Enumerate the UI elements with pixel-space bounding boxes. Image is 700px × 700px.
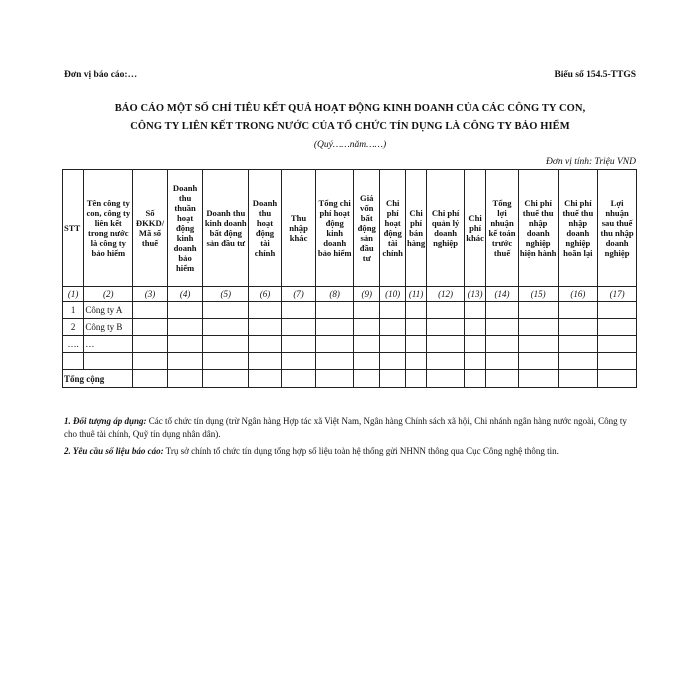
col-header-insurance-revenue: Doanh thu thuần hoạt động kinh doanh bảo hiểm	[167, 170, 203, 287]
col-number: (3)	[133, 287, 168, 302]
note-2-label: 2. Yêu cầu số liệu báo cáo:	[64, 446, 164, 456]
col-number: (14)	[486, 287, 519, 302]
table-cell	[249, 353, 282, 370]
currency-unit: Đơn vị tính: Triệu VND	[545, 157, 636, 167]
table-cell	[167, 319, 203, 336]
table-cell	[427, 319, 465, 336]
table-cell	[203, 353, 249, 370]
col-number: (12)	[427, 287, 465, 302]
table-cell	[354, 319, 380, 336]
table-cell	[598, 319, 637, 336]
table-cell	[464, 370, 485, 388]
table-cell	[316, 302, 354, 319]
table-cell	[405, 353, 426, 370]
table-cell	[354, 302, 380, 319]
table-cell	[249, 336, 282, 353]
table-cell	[167, 370, 203, 388]
table-cell	[518, 319, 558, 336]
note-data-requirements	[64, 445, 637, 458]
table-cell	[405, 319, 426, 336]
col-header-profit-before-tax: Tổng lợi nhuận kế toán trước thuế	[486, 170, 519, 287]
row-stt	[63, 353, 84, 370]
table-cell	[598, 336, 637, 353]
table-cell	[167, 336, 203, 353]
col-number: (16)	[558, 287, 598, 302]
col-header-profit-after-tax: Lợi nhuận sau thuế thu nhập doanh nghiệp	[598, 170, 637, 287]
row-company-name: Công ty B	[84, 319, 133, 336]
table-cell	[598, 370, 637, 388]
table-cell	[558, 370, 598, 388]
table-cell	[518, 370, 558, 388]
header-row	[63, 170, 637, 287]
table-cell	[405, 302, 426, 319]
table-cell	[464, 336, 485, 353]
col-header-other-costs: Chi phí khác	[464, 170, 485, 287]
note-1-text: Các tổ chức tín dụng (trừ Ngân hàng Hợp tác xã Việt Nam, Ngân hàng Chính sách xã hội, Chi nhánh ngân hàng nước ngoài, Công ty cho thuê tài chính, Quỹ tín dụng nhân dân).	[64, 416, 627, 439]
table-cell	[281, 336, 316, 353]
col-header-registration-tax-code: Số ĐKKD/ Mã số thuế	[133, 170, 168, 287]
col-number: (9)	[354, 287, 380, 302]
table-cell	[598, 353, 637, 370]
table-cell	[380, 336, 405, 353]
table-cell	[558, 302, 598, 319]
col-number: (4)	[167, 287, 203, 302]
table-cell	[203, 319, 249, 336]
reporting-unit-label: Đơn vị báo cáo:…	[64, 70, 138, 80]
row-stt: 2	[63, 319, 84, 336]
total-row	[63, 370, 637, 388]
table-cell	[380, 302, 405, 319]
table-cell	[133, 353, 168, 370]
table-cell	[249, 370, 282, 388]
col-header-financial-costs: Chi phí hoạt động tài chính	[380, 170, 405, 287]
table-cell	[558, 319, 598, 336]
col-header-other-income: Thu nhập khác	[281, 170, 316, 287]
col-header-admin-costs: Chi phí quản lý doanh nghiệp	[427, 170, 465, 287]
table-cell	[427, 336, 465, 353]
table-cell	[249, 302, 282, 319]
table-row	[63, 319, 637, 336]
col-header-deferred-tax: Chi phí thuế thu nhập doanh nghiệp hoãn lại	[558, 170, 598, 287]
table-cell	[380, 319, 405, 336]
table-cell	[464, 319, 485, 336]
table-cell	[281, 302, 316, 319]
col-number: (5)	[203, 287, 249, 302]
table-cell	[203, 336, 249, 353]
table-cell	[558, 353, 598, 370]
table-cell	[354, 370, 380, 388]
table-cell	[427, 302, 465, 319]
table-cell	[405, 370, 426, 388]
table-row	[63, 302, 637, 319]
table-row	[63, 353, 637, 370]
table-row	[63, 336, 637, 353]
note-applicable-subjects	[64, 415, 637, 440]
table-cell	[281, 353, 316, 370]
table-cell	[380, 353, 405, 370]
table-cell	[133, 302, 168, 319]
table-cell	[598, 302, 637, 319]
table-cell	[427, 370, 465, 388]
col-header-real-estate-cost: Giá vốn bất động sản đầu tư	[354, 170, 380, 287]
col-header-current-tax: Chi phí thuế thu nhập doanh nghiệp hiện hành	[518, 170, 558, 287]
table-cell	[405, 336, 426, 353]
table-cell	[354, 336, 380, 353]
col-header-real-estate-revenue: Doanh thu kinh doanh bất động sản đầu tư	[203, 170, 249, 287]
table-cell	[486, 319, 519, 336]
table-cell	[486, 302, 519, 319]
col-number: (10)	[380, 287, 405, 302]
table-cell	[316, 353, 354, 370]
table-cell	[133, 336, 168, 353]
table-cell	[281, 370, 316, 388]
col-number: (6)	[249, 287, 282, 302]
table-cell	[203, 302, 249, 319]
table-cell	[167, 302, 203, 319]
row-company-name: …	[84, 336, 133, 353]
col-number: (8)	[316, 287, 354, 302]
total-label: Tổng cộng	[63, 370, 133, 388]
table-cell	[167, 353, 203, 370]
col-header-selling-costs: Chi phí bán hàng	[405, 170, 426, 287]
col-header-stt: STT	[63, 170, 84, 287]
col-number: (13)	[464, 287, 485, 302]
table-cell	[427, 353, 465, 370]
col-header-financial-revenue: Doanh thu hoạt động tài chính	[249, 170, 282, 287]
table-cell	[518, 302, 558, 319]
table-cell	[464, 302, 485, 319]
table-cell	[486, 336, 519, 353]
table-cell	[486, 353, 519, 370]
col-number: (17)	[598, 287, 637, 302]
col-number: (11)	[405, 287, 426, 302]
report-title-line-1: BÁO CÁO MỘT SỐ CHỈ TIÊU KẾT QUẢ HOẠT ĐỘNG KINH DOANH CỦA CÁC CÔNG TY CON,	[114, 103, 586, 114]
col-header-insurance-costs: Tổng chi phí hoạt động kinh doanh bảo hiểm	[316, 170, 354, 287]
table-cell	[133, 319, 168, 336]
col-number: (1)	[63, 287, 84, 302]
table-cell	[281, 319, 316, 336]
table-cell	[133, 370, 168, 388]
table-cell	[316, 370, 354, 388]
row-company-name	[84, 353, 133, 370]
report-period: (Quý……năm……)	[313, 140, 387, 150]
table-cell	[518, 336, 558, 353]
note-2-text: Trụ sở chính tổ chức tín dụng tổng hợp số liệu toàn hệ thống gửi NHNN thông qua Cục Công nghệ thông tin.	[163, 446, 559, 456]
col-number: (15)	[518, 287, 558, 302]
table-cell	[486, 370, 519, 388]
table-cell	[464, 353, 485, 370]
note-1-label: 1. Đối tượng áp dụng:	[64, 416, 147, 426]
table-cell	[518, 353, 558, 370]
table-cell	[249, 319, 282, 336]
col-header-company-name: Tên công ty con, công ty liên kết trong nước là công ty bảo hiểm	[84, 170, 133, 287]
table-cell	[380, 370, 405, 388]
row-stt: 1	[63, 302, 84, 319]
col-number: (2)	[84, 287, 133, 302]
table-cell	[558, 336, 598, 353]
table-cell	[203, 370, 249, 388]
table-cell	[316, 319, 354, 336]
row-company-name: Công ty A	[84, 302, 133, 319]
col-number: (7)	[281, 287, 316, 302]
report-title-line-2: CÔNG TY LIÊN KẾT TRONG NƯỚC CỦA TỔ CHỨC TÍN DỤNG LÀ CÔNG TY BẢO HIỂM	[130, 121, 570, 132]
report-table	[62, 169, 637, 388]
table-cell	[316, 336, 354, 353]
column-number-row	[63, 287, 637, 302]
table-cell	[354, 353, 380, 370]
row-stt: ….	[63, 336, 84, 353]
form-number: Biểu số 154.5-TTGS	[554, 70, 636, 80]
